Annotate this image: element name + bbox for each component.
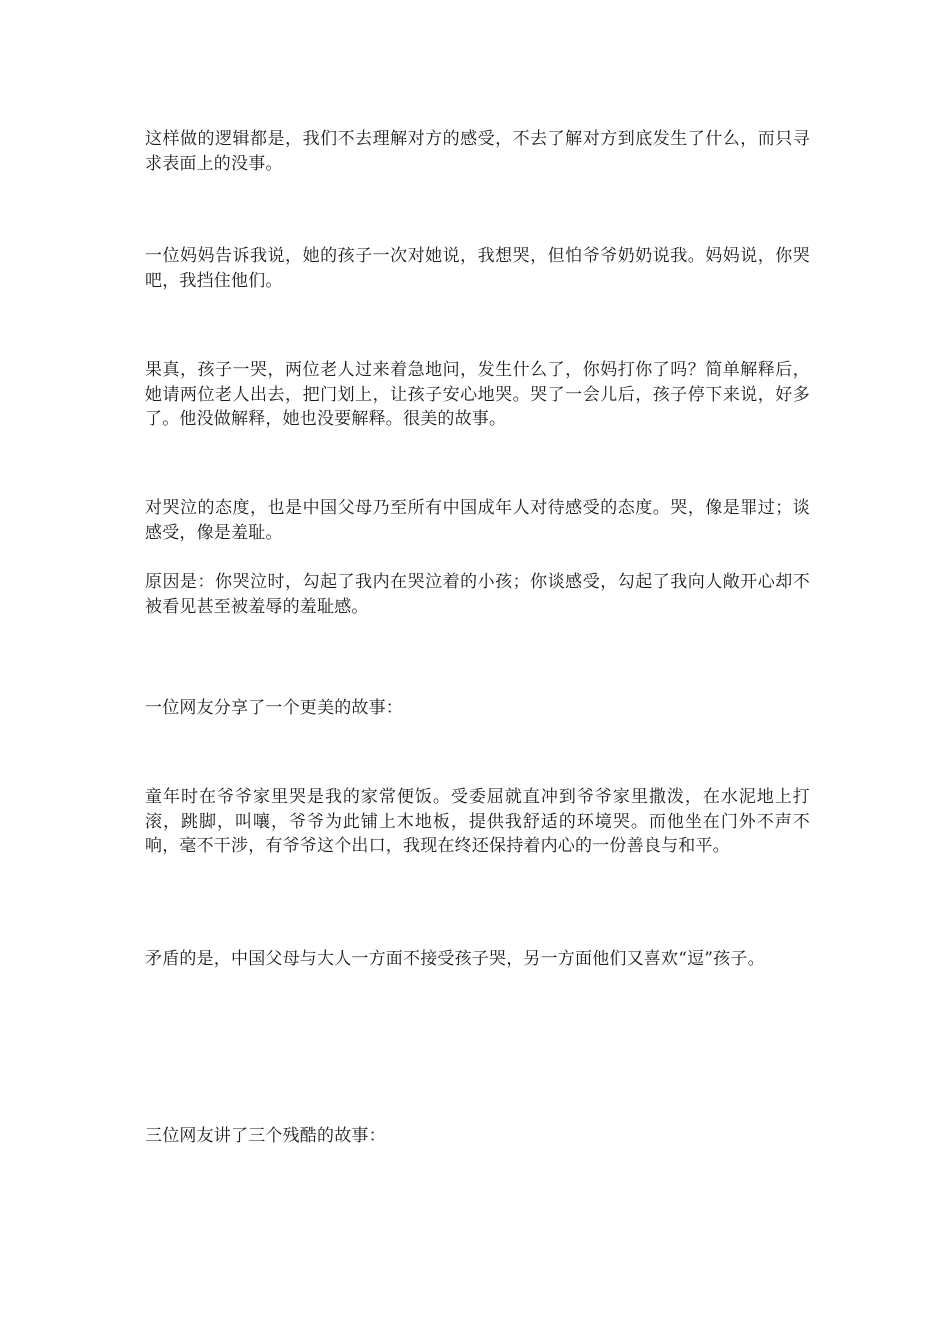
paragraph-reason: 原因是：你哭泣时，勾起了我内在哭泣着的小孩；你谈感受，勾起了我向人敞开心却不被看见甚至被羞辱的羞耻感。 <box>145 572 810 617</box>
paragraph-mother-story: 一位妈妈告诉我说，她的孩子一次对她说，我想哭，但怕爷爷奶奶说我。妈妈说，你哭吧，我挡住他们。 <box>145 246 810 291</box>
paragraph-grandpa-story: 童年时在爷爷家里哭是我的家常便饭。受委屈就直冲到爷爷家里撒泼，在水泥地上打滚，跳脚，叫嚷，爷爷为此铺上木地板，提供我舒适的环境哭。而他坐在门外不声不响，毫不干涉，有爷爷这个出口，我现在终还保持着内心的一份善良与和平。 <box>145 787 810 856</box>
paragraph-attitude: 对哭泣的态度，也是中国父母乃至所有中国成年人对待感受的态度。哭，像是罪过；谈感受，像是羞耻。 <box>145 498 810 543</box>
paragraph-logic: 这样做的逻辑都是，我们不去理解对方的感受，不去了解对方到底发生了什么，而只寻求表面上的没事。 <box>145 129 810 174</box>
paragraph-child-cries: 果真，孩子一哭，两位老人过来着急地问，发生什么了，你妈打你了吗？简单解释后，她请两位老人出去，把门划上，让孩子安心地哭。哭了一会儿后，孩子停下来说，好多了。他没做解释，她也没要解释。很美的故事。 <box>145 360 810 429</box>
paragraph-netizen-intro: 一位网友分享了一个更美的故事： <box>145 698 403 718</box>
paragraph-contradiction: 矛盾的是，中国父母与大人一方面不接受孩子哭，另一方面他们又喜欢“逗”孩子。 <box>145 949 765 969</box>
paragraph-three-stories: 三位网友讲了三个残酷的故事： <box>145 1126 386 1146</box>
